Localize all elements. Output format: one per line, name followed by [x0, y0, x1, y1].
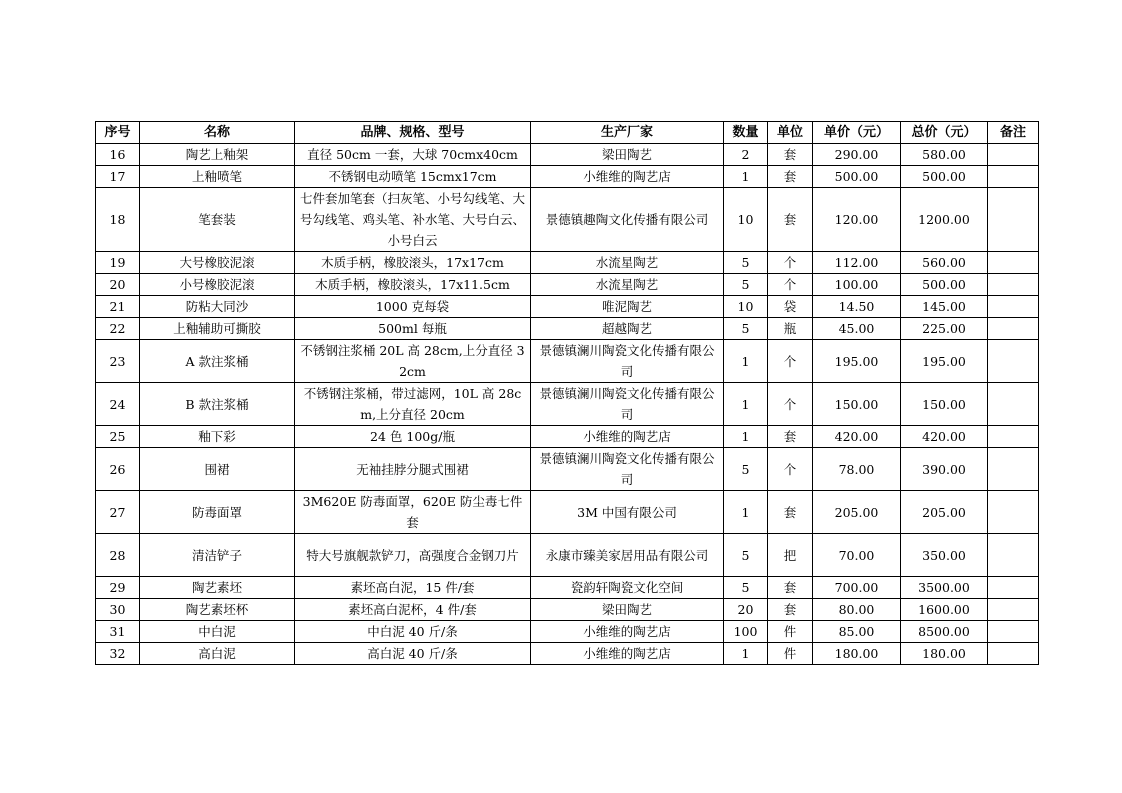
cell-spec: 500ml 每瓶 [295, 318, 531, 340]
cell-unit: 套 [768, 426, 813, 448]
cell-price: 45.00 [813, 318, 901, 340]
cell-price: 70.00 [813, 534, 901, 577]
cell-spec: 高白泥 40 斤/条 [295, 643, 531, 665]
table-row [96, 296, 1039, 318]
table-row [96, 383, 1039, 426]
cell-seq: 18 [96, 188, 140, 252]
cell-maker: 景德镇澜川陶瓷文化传播有限公司 [531, 340, 724, 383]
cell-qty: 1 [724, 643, 768, 665]
cell-price: 180.00 [813, 643, 901, 665]
cell-total: 8500.00 [901, 621, 988, 643]
cell-price: 500.00 [813, 166, 901, 188]
cell-qty: 5 [724, 534, 768, 577]
cell-name: 上釉喷笔 [140, 166, 295, 188]
cell-spec: 素坯高白泥，15 件/套 [295, 577, 531, 599]
cell-seq: 31 [96, 621, 140, 643]
cell-maker: 小维维的陶艺店 [531, 643, 724, 665]
cell-qty: 5 [724, 577, 768, 599]
cell-note [988, 340, 1039, 383]
cell-note [988, 166, 1039, 188]
cell-unit: 个 [768, 274, 813, 296]
cell-spec: 1000 克每袋 [295, 296, 531, 318]
cell-seq: 19 [96, 252, 140, 274]
cell-seq: 16 [96, 144, 140, 166]
cell-seq: 17 [96, 166, 140, 188]
cell-unit: 件 [768, 621, 813, 643]
cell-unit: 套 [768, 577, 813, 599]
cell-price: 120.00 [813, 188, 901, 252]
cell-total: 180.00 [901, 643, 988, 665]
cell-note [988, 491, 1039, 534]
cell-price: 150.00 [813, 383, 901, 426]
cell-total: 205.00 [901, 491, 988, 534]
cell-unit: 袋 [768, 296, 813, 318]
cell-total: 580.00 [901, 144, 988, 166]
cell-total: 420.00 [901, 426, 988, 448]
cell-qty: 10 [724, 188, 768, 252]
cell-total: 150.00 [901, 383, 988, 426]
cell-maker: 水流星陶艺 [531, 274, 724, 296]
cell-total: 145.00 [901, 296, 988, 318]
cell-name: 釉下彩 [140, 426, 295, 448]
table-row [96, 166, 1039, 188]
cell-unit: 套 [768, 144, 813, 166]
cell-note [988, 534, 1039, 577]
table-row [96, 534, 1039, 577]
cell-unit: 套 [768, 599, 813, 621]
cell-spec: 3M620E 防毒面罩，620E 防尘毒七件套 [295, 491, 531, 534]
cell-total: 390.00 [901, 448, 988, 491]
cell-maker: 小维维的陶艺店 [531, 166, 724, 188]
cell-qty: 1 [724, 166, 768, 188]
cell-seq: 30 [96, 599, 140, 621]
cell-qty: 20 [724, 599, 768, 621]
table-row [96, 274, 1039, 296]
cell-name: 围裙 [140, 448, 295, 491]
cell-name: A 款注浆桶 [140, 340, 295, 383]
cell-name: 清洁铲子 [140, 534, 295, 577]
cell-total: 500.00 [901, 274, 988, 296]
cell-unit: 个 [768, 340, 813, 383]
cell-price: 80.00 [813, 599, 901, 621]
cell-total: 560.00 [901, 252, 988, 274]
cell-seq: 28 [96, 534, 140, 577]
cell-maker: 水流星陶艺 [531, 252, 724, 274]
cell-qty: 5 [724, 274, 768, 296]
cell-price: 700.00 [813, 577, 901, 599]
cell-unit: 套 [768, 166, 813, 188]
header-price: 单价（元） [813, 122, 901, 144]
header-total: 总价（元） [901, 122, 988, 144]
cell-price: 78.00 [813, 448, 901, 491]
header-maker: 生产厂家 [531, 122, 724, 144]
cell-qty: 5 [724, 448, 768, 491]
cell-price: 112.00 [813, 252, 901, 274]
table-row [96, 426, 1039, 448]
cell-maker: 景德镇趣陶文化传播有限公司 [531, 188, 724, 252]
cell-spec: 24 色 100g/瓶 [295, 426, 531, 448]
cell-seq: 32 [96, 643, 140, 665]
cell-unit: 个 [768, 383, 813, 426]
header-name: 名称 [140, 122, 295, 144]
cell-maker: 唯泥陶艺 [531, 296, 724, 318]
cell-qty: 5 [724, 318, 768, 340]
cell-unit: 个 [768, 448, 813, 491]
cell-note [988, 296, 1039, 318]
cell-note [988, 188, 1039, 252]
cell-seq: 25 [96, 426, 140, 448]
table-row [96, 491, 1039, 534]
table-row [96, 599, 1039, 621]
header-note: 备注 [988, 122, 1039, 144]
cell-name: 中白泥 [140, 621, 295, 643]
cell-total: 350.00 [901, 534, 988, 577]
table-row [96, 188, 1039, 252]
equipment-table [95, 121, 1039, 665]
cell-qty: 1 [724, 426, 768, 448]
cell-name: 防毒面罩 [140, 491, 295, 534]
cell-spec: 不锈钢电动喷笔 15cmx17cm [295, 166, 531, 188]
table-row [96, 318, 1039, 340]
cell-name: 大号橡胶泥滚 [140, 252, 295, 274]
cell-note [988, 621, 1039, 643]
cell-maker: 3M 中国有限公司 [531, 491, 724, 534]
cell-note [988, 577, 1039, 599]
cell-note [988, 426, 1039, 448]
cell-spec: 直径 50cm 一套，大球 70cmx40cm [295, 144, 531, 166]
cell-price: 14.50 [813, 296, 901, 318]
cell-note [988, 274, 1039, 296]
cell-total: 500.00 [901, 166, 988, 188]
cell-name: B 款注浆桶 [140, 383, 295, 426]
table-row [96, 643, 1039, 665]
header-unit: 单位 [768, 122, 813, 144]
cell-qty: 1 [724, 340, 768, 383]
cell-maker: 景德镇澜川陶瓷文化传播有限公司 [531, 448, 724, 491]
cell-unit: 把 [768, 534, 813, 577]
cell-spec: 木质手柄，橡胶滚头，17x11.5cm [295, 274, 531, 296]
table-row [96, 252, 1039, 274]
cell-spec: 不锈钢注浆桶 20L 高 28cm,上分直径 32cm [295, 340, 531, 383]
cell-unit: 瓶 [768, 318, 813, 340]
cell-total: 225.00 [901, 318, 988, 340]
cell-name: 上釉辅助可撕胶 [140, 318, 295, 340]
cell-seq: 26 [96, 448, 140, 491]
cell-price: 100.00 [813, 274, 901, 296]
cell-name: 陶艺素坯杯 [140, 599, 295, 621]
cell-spec: 七件套加笔套（扫灰笔、小号勾线笔、大号勾线笔、鸡头笔、补水笔、大号白云、小号白云 [295, 188, 531, 252]
cell-name: 防粘大同沙 [140, 296, 295, 318]
table-row [96, 621, 1039, 643]
cell-total: 195.00 [901, 340, 988, 383]
cell-unit: 套 [768, 491, 813, 534]
cell-note [988, 383, 1039, 426]
cell-name: 陶艺上釉架 [140, 144, 295, 166]
cell-maker: 永康市臻美家居用品有限公司 [531, 534, 724, 577]
cell-unit: 套 [768, 188, 813, 252]
cell-note [988, 318, 1039, 340]
cell-maker: 梁田陶艺 [531, 144, 724, 166]
table-row [96, 577, 1039, 599]
cell-price: 195.00 [813, 340, 901, 383]
cell-note [988, 448, 1039, 491]
cell-maker: 超越陶艺 [531, 318, 724, 340]
cell-qty: 1 [724, 383, 768, 426]
cell-name: 陶艺素坯 [140, 577, 295, 599]
cell-maker: 小维维的陶艺店 [531, 621, 724, 643]
cell-seq: 22 [96, 318, 140, 340]
header-seq: 序号 [96, 122, 140, 144]
header-qty: 数量 [724, 122, 768, 144]
cell-seq: 20 [96, 274, 140, 296]
cell-seq: 23 [96, 340, 140, 383]
table-row [96, 144, 1039, 166]
header-spec: 品牌、规格、型号 [295, 122, 531, 144]
cell-maker: 景德镇澜川陶瓷文化传播有限公司 [531, 383, 724, 426]
cell-note [988, 599, 1039, 621]
cell-price: 205.00 [813, 491, 901, 534]
cell-price: 290.00 [813, 144, 901, 166]
cell-qty: 5 [724, 252, 768, 274]
cell-unit: 件 [768, 643, 813, 665]
cell-spec: 无袖挂脖分腿式围裙 [295, 448, 531, 491]
cell-maker: 小维维的陶艺店 [531, 426, 724, 448]
cell-spec: 中白泥 40 斤/条 [295, 621, 531, 643]
cell-name: 高白泥 [140, 643, 295, 665]
cell-qty: 10 [724, 296, 768, 318]
cell-spec: 木质手柄，橡胶滚头，17x17cm [295, 252, 531, 274]
cell-qty: 2 [724, 144, 768, 166]
cell-name: 小号橡胶泥滚 [140, 274, 295, 296]
cell-unit: 个 [768, 252, 813, 274]
cell-maker: 瓷韵轩陶瓷文化空间 [531, 577, 724, 599]
cell-price: 85.00 [813, 621, 901, 643]
cell-spec: 素坯高白泥杯，4 件/套 [295, 599, 531, 621]
cell-maker: 梁田陶艺 [531, 599, 724, 621]
table-row [96, 448, 1039, 491]
cell-seq: 24 [96, 383, 140, 426]
cell-seq: 29 [96, 577, 140, 599]
cell-note [988, 643, 1039, 665]
table-row [96, 340, 1039, 383]
cell-spec: 不锈钢注浆桶，带过滤网，10L 高 28cm,上分直径 20cm [295, 383, 531, 426]
table-body [96, 144, 1039, 665]
table-header-row [96, 122, 1039, 144]
cell-spec: 特大号旗舰款铲刀，高强度合金钢刀片 [295, 534, 531, 577]
cell-total: 1600.00 [901, 599, 988, 621]
cell-note [988, 252, 1039, 274]
cell-price: 420.00 [813, 426, 901, 448]
cell-qty: 1 [724, 491, 768, 534]
cell-seq: 21 [96, 296, 140, 318]
cell-seq: 27 [96, 491, 140, 534]
cell-qty: 100 [724, 621, 768, 643]
cell-name: 笔套装 [140, 188, 295, 252]
cell-total: 3500.00 [901, 577, 988, 599]
cell-total: 1200.00 [901, 188, 988, 252]
cell-note [988, 144, 1039, 166]
